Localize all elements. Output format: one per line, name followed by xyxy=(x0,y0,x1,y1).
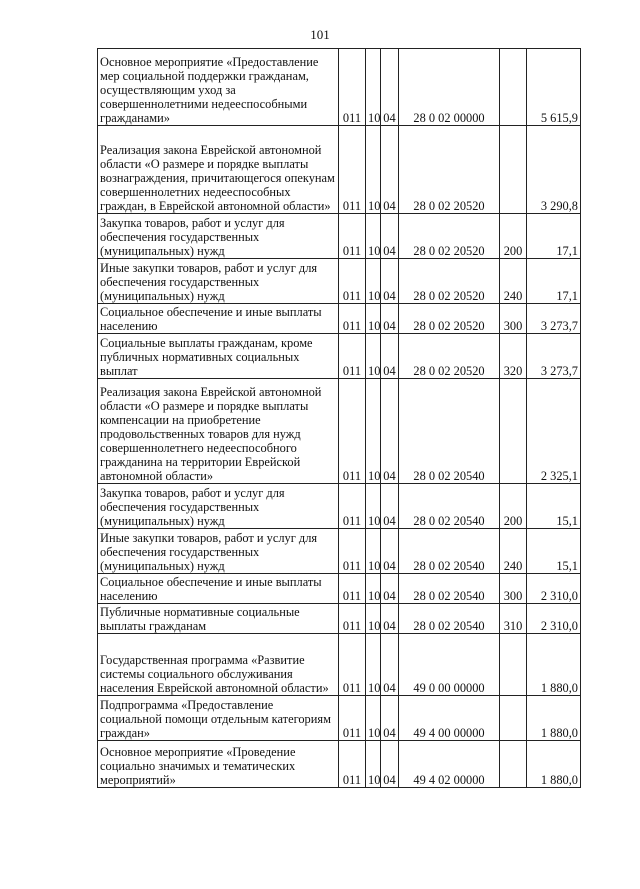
table-row xyxy=(98,529,581,574)
row-name: Социальное обеспечение и иные выплаты населению xyxy=(98,574,339,604)
table-row xyxy=(98,334,581,379)
section-code: 10 xyxy=(366,529,381,574)
table-row xyxy=(98,379,581,484)
subsection-code: 04 xyxy=(381,696,399,741)
expense-type-code: 300 xyxy=(500,574,527,604)
row-name: Основное мероприятие «Предоставление мер социальной поддержки гражданам, осуществляющим уход за совершеннолетними недееспособными гражданами» xyxy=(98,49,339,126)
subsection-code: 04 xyxy=(381,741,399,788)
target-article-code: 49 0 00 00000 xyxy=(399,634,500,696)
target-article-code: 49 4 02 00000 xyxy=(399,741,500,788)
expense-type-code: 300 xyxy=(500,304,527,334)
row-name: Реализация закона Еврейской автономной области «О размере и порядке выплаты компенсации на приобретение продовольственных товаров для нужд совершеннолетнего недееспособного гражданина на территории Еврейской автономной области» xyxy=(98,379,339,484)
section-code: 10 xyxy=(366,484,381,529)
budget-table xyxy=(97,48,581,788)
target-article-code: 28 0 02 20540 xyxy=(399,529,500,574)
amount: 2 310,0 xyxy=(527,604,581,634)
amount: 5 615,9 xyxy=(527,49,581,126)
section-code: 10 xyxy=(366,49,381,126)
amount: 17,1 xyxy=(527,259,581,304)
table-row xyxy=(98,214,581,259)
amount: 2 325,1 xyxy=(527,379,581,484)
table-row xyxy=(98,49,581,126)
subsection-code: 04 xyxy=(381,604,399,634)
ministry-code: 011 xyxy=(339,259,366,304)
ministry-code: 011 xyxy=(339,214,366,259)
section-code: 10 xyxy=(366,379,381,484)
subsection-code: 04 xyxy=(381,259,399,304)
subsection-code: 04 xyxy=(381,334,399,379)
row-name: Иные закупки товаров, работ и услуг для обеспечения государственных (муниципальных) нужд xyxy=(98,259,339,304)
target-article-code: 28 0 02 20540 xyxy=(399,484,500,529)
table-row xyxy=(98,259,581,304)
ministry-code: 011 xyxy=(339,304,366,334)
expense-type-code xyxy=(500,49,527,126)
amount: 15,1 xyxy=(527,529,581,574)
target-article-code: 28 0 02 20540 xyxy=(399,574,500,604)
section-code: 10 xyxy=(366,604,381,634)
table-row xyxy=(98,741,581,788)
row-name: Публичные нормативные социальные выплаты гражданам xyxy=(98,604,339,634)
row-name: Закупка товаров, работ и услуг для обеспечения государственных (муниципальных) нужд xyxy=(98,484,339,529)
section-code: 10 xyxy=(366,259,381,304)
table-row xyxy=(98,304,581,334)
ministry-code: 011 xyxy=(339,634,366,696)
section-code: 10 xyxy=(366,304,381,334)
amount: 1 880,0 xyxy=(527,696,581,741)
section-code: 10 xyxy=(366,334,381,379)
amount: 3 290,8 xyxy=(527,126,581,214)
ministry-code: 011 xyxy=(339,484,366,529)
target-article-code: 49 4 00 00000 xyxy=(399,696,500,741)
row-name: Подпрограмма «Предоставление социальной помощи отдельным категориям граждан» xyxy=(98,696,339,741)
section-code: 10 xyxy=(366,214,381,259)
table-row xyxy=(98,126,581,214)
target-article-code: 28 0 02 20520 xyxy=(399,304,500,334)
target-article-code: 28 0 02 20520 xyxy=(399,334,500,379)
subsection-code: 04 xyxy=(381,214,399,259)
expense-type-code: 200 xyxy=(500,484,527,529)
expense-type-code xyxy=(500,126,527,214)
amount: 15,1 xyxy=(527,484,581,529)
ministry-code: 011 xyxy=(339,604,366,634)
row-name: Иные закупки товаров, работ и услуг для обеспечения государственных (муниципальных) нужд xyxy=(98,529,339,574)
target-article-code: 28 0 02 20520 xyxy=(399,214,500,259)
subsection-code: 04 xyxy=(381,529,399,574)
table-body xyxy=(98,49,581,788)
amount: 3 273,7 xyxy=(527,304,581,334)
table-row xyxy=(98,604,581,634)
table-row xyxy=(98,484,581,529)
ministry-code: 011 xyxy=(339,126,366,214)
table-row xyxy=(98,696,581,741)
target-article-code: 28 0 02 20540 xyxy=(399,604,500,634)
ministry-code: 011 xyxy=(339,49,366,126)
expense-type-code xyxy=(500,379,527,484)
amount: 17,1 xyxy=(527,214,581,259)
section-code: 10 xyxy=(366,574,381,604)
target-article-code: 28 0 02 20520 xyxy=(399,126,500,214)
row-name: Реализация закона Еврейской автономной области «О размере и порядке выплаты вознаграждения, причитающегося опекунам совершеннолетних недееспособных граждан, в Еврейской автономной области» xyxy=(98,126,339,214)
row-name: Социальные выплаты гражданам, кроме публичных нормативных социальных выплат xyxy=(98,334,339,379)
subsection-code: 04 xyxy=(381,49,399,126)
expense-type-code: 240 xyxy=(500,259,527,304)
subsection-code: 04 xyxy=(381,126,399,214)
target-article-code: 28 0 02 20520 xyxy=(399,259,500,304)
section-code: 10 xyxy=(366,696,381,741)
amount: 3 273,7 xyxy=(527,334,581,379)
section-code: 10 xyxy=(366,741,381,788)
table-row xyxy=(98,574,581,604)
subsection-code: 04 xyxy=(381,379,399,484)
subsection-code: 04 xyxy=(381,304,399,334)
row-name: Закупка товаров, работ и услуг для обеспечения государственных (муниципальных) нужд xyxy=(98,214,339,259)
ministry-code: 011 xyxy=(339,574,366,604)
subsection-code: 04 xyxy=(381,484,399,529)
expense-type-code: 200 xyxy=(500,214,527,259)
row-name: Социальное обеспечение и иные выплаты населению xyxy=(98,304,339,334)
section-code: 10 xyxy=(366,634,381,696)
amount: 2 310,0 xyxy=(527,574,581,604)
target-article-code: 28 0 02 00000 xyxy=(399,49,500,126)
page-number: 101 xyxy=(310,27,330,42)
target-article-code: 28 0 02 20540 xyxy=(399,379,500,484)
ministry-code: 011 xyxy=(339,696,366,741)
expense-type-code: 320 xyxy=(500,334,527,379)
expense-type-code: 240 xyxy=(500,529,527,574)
subsection-code: 04 xyxy=(381,574,399,604)
amount: 1 880,0 xyxy=(527,741,581,788)
expense-type-code: 310 xyxy=(500,604,527,634)
row-name: Основное мероприятие «Проведение социально значимых и тематических мероприятий» xyxy=(98,741,339,788)
row-name: Государственная программа «Развитие системы социального обслуживания населения Еврейской автономной области» xyxy=(98,634,339,696)
expense-type-code xyxy=(500,696,527,741)
ministry-code: 011 xyxy=(339,379,366,484)
subsection-code: 04 xyxy=(381,634,399,696)
section-code: 10 xyxy=(366,126,381,214)
expense-type-code xyxy=(500,741,527,788)
ministry-code: 011 xyxy=(339,334,366,379)
ministry-code: 011 xyxy=(339,529,366,574)
ministry-code: 011 xyxy=(339,741,366,788)
table-row xyxy=(98,634,581,696)
amount: 1 880,0 xyxy=(527,634,581,696)
expense-type-code xyxy=(500,634,527,696)
